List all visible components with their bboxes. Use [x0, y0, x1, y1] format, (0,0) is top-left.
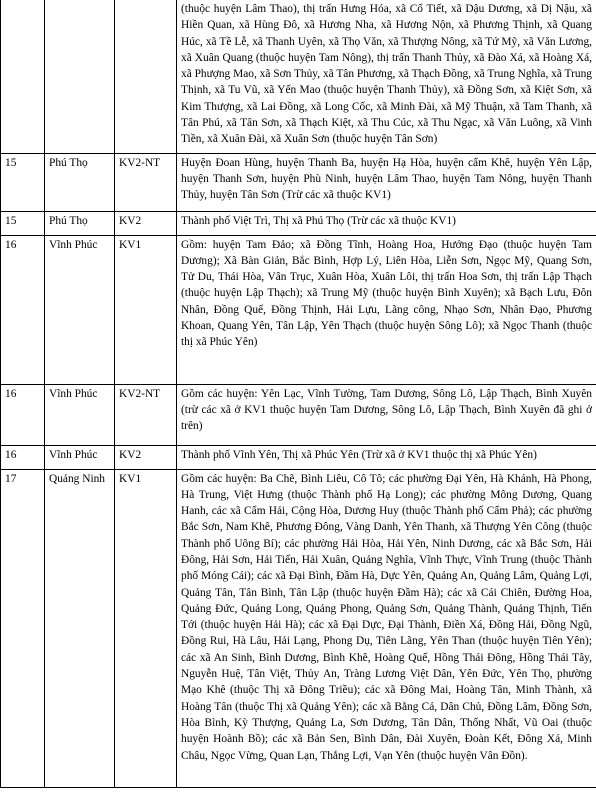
table-row [1, 469, 596, 787]
description-cell: Thành phố Việt Trì, Thị xã Phú Thọ (Trừ các xã thuộc KV1) [177, 211, 596, 235]
province-cell: Vĩnh Phúc [45, 445, 115, 469]
description-cell: Gồm các huyện: Yên Lạc, Vĩnh Tường, Tam Dương, Sông Lô, Lập Thạch, Bình Xuyên (trừ các xã ở KV1 thuộc huyện Tam Dương, Sông Lô, Lập Thạch, Bình Xuyên đã ghi ở trên) [177, 384, 596, 445]
table-row [1, 235, 596, 384]
table-row [1, 153, 596, 211]
province-cell: Phú Thọ [45, 211, 115, 235]
table-row [1, 384, 596, 445]
description-cell: Gồm các huyện: Ba Chẽ, Bình Liêu, Cô Tô; các phường Đại Yên, Hà Khánh, Hà Phong, Hà Trung, Việt Hưng (thuộc Thành phố Hạ Long); các phường Mông Dương, Quang Hanh, các xã Cẩm Hải, Cộng Hòa, Dương Huy (thuộc Thành phố Cẩm Phả); các phường Bắc Sơn, Nam Khê, Phương Đông, Vàng Danh, Yên Thanh, xã Thượng Yên Công (thuộc Thành phố Uông Bí); các phường Hải Hòa, Hải Yên, Ninh Dương, các xã Bắc Sơn, Hải Đông, Hải Sơn, Hải Tiến, Hải Xuân, Quảng Nghĩa, Vĩnh Thực, Vĩnh Trung (thuộc Thành phố Móng Cái); các xã Đại Bình, Đầm Hà, Dực Yên, Quảng An, Quảng Lâm, Quảng Lợi, Quảng Tân, Tân Bình, Tân Lập (thuộc huyện Đầm Hà); các xã Cái Chiên, Đường Hoa, Quảng Đức, Quảng Long, Quảng Phong, Quảng Sơn, Quảng Thành, Quảng Thịnh, Tiến Tới (thuộc huyện Hải Hà); các xã Đại Dực, Đại Thành, Điền Xá, Đồng Hải, Đồng Ngũ, Đồng Rui, Hà Lâu, Hải Lạng, Phong Dụ, Tiên Lãng, Yên Than (thuộc huyện Tiên Yên); các xã An Sinh, Bình Dương, Bình Khê, Hoàng Quế, Hồng Thái Đông, Hồng Thái Tây, Nguyễn Huệ, Tân Việt, Thủy An, Tràng Lương Việt Dân, Yên Đức, Yên Thọ, phường Mạo Khê (thuộc Thị xã Đông Triều); các xã Đông Mai, Hoàng Tân, Minh Thành, xã Hoàng Tân (thuộc Thị xã Quảng Yên); các xã Bằng Cả, Dân Chủ, Đồng Lâm, Đồng Sơn, Hòa Bình, Kỳ Thượng, Quảng La, Sơn Dương, Tân Dân, Thống Nhất, Vũ Oai (thuộc huyện Hoành Bồ); các xã Bản Sen, Bình Dân, Đài Xuyên, Đoàn Kết, Đông Xá, Minh Châu, Ngọc Vừng, Quan Lạn, Thắng Lợi, Vạn Yên (thuộc huyện Vân Đồn). [177, 469, 596, 787]
row-number-cell: 17 [1, 469, 45, 787]
table-row [1, 445, 596, 469]
region-cell: KV2-NT [115, 153, 177, 211]
description-cell: Thành phố Vĩnh Yên, Thị xã Phúc Yên (Trừ xã ở KV1 thuộc thị xã Phúc Yên) [177, 445, 596, 469]
region-cell: KV2 [115, 445, 177, 469]
province-cell: Vĩnh Phúc [45, 384, 115, 445]
region-cell: KV2 [115, 211, 177, 235]
region-cell: KV1 [115, 235, 177, 384]
row-number-cell: 15 [1, 153, 45, 211]
row-number-cell: 16 [1, 384, 45, 445]
province-cell: Vĩnh Phúc [45, 235, 115, 384]
row-number-cell: 16 [1, 235, 45, 384]
region-cell: KV2-NT [115, 384, 177, 445]
province-cell [45, 0, 115, 153]
province-cell: Phú Thọ [45, 153, 115, 211]
row-number-cell [1, 0, 45, 153]
description-cell: (thuộc huyện Lâm Thao), thị trấn Hưng Hóa, xã Cổ Tiết, xã Dậu Dương, xã Dị Nậu, xã Hiền Quan, xã Hùng Đô, xã Hương Nha, xã Hương Nộn, xã Phương Thịnh, xã Quang Húc, xã Tề Lễ, xã Thanh Uyên, xã Thọ Văn, xã Thượng Nông, xã Tứ Mỹ, xã Văn Lương, xã Xuân Quang (thuộc huyện Tam Nông), thị trấn Thanh Thủy, xã Đào Xá, xã Hoàng Xá, xã Phượng Mao, xã Sơn Thủy, xã Tân Phương, xã Thạch Đồng, xã Trung Nghĩa, xã Trung Thịnh, xã Tu Vũ, xã Yến Mao (thuộc huyện Thanh Thủy), xã Đồng Sơn, xã Kiệt Sơn, xã Kim Thượng, xã Lai Đồng, xã Long Cốc, xã Minh Đài, xã Mỹ Thuận, xã Tam Thanh, xã Tân Phú, xã Tân Sơn, xã Thạch Kiệt, xã Thu Cúc, xã Thu Ngạc, xã Văn Luông, xã Vinh Tiền, xã Xuân Đài, xã Xuân Sơn (thuộc huyện Tân Sơn) [177, 0, 596, 153]
table-row [1, 0, 596, 153]
description-cell: Huyện Đoan Hùng, huyện Thanh Ba, huyện Hạ Hòa, huyện cẩm Khê, huyện Yên Lập, huyện Thanh Sơn, huyện Phù Ninh, huyện Lâm Thao, huyện Tam Nông, huyện Thanh Thủy, huyện Tân Sơn (Trừ các xã thuộc KV1) [177, 153, 596, 211]
row-number-cell: 15 [1, 211, 45, 235]
table-row [1, 211, 596, 235]
row-number-cell: 16 [1, 445, 45, 469]
province-cell: Quảng Ninh [45, 469, 115, 787]
region-cell: KV1 [115, 469, 177, 787]
description-cell: Gồm: huyện Tam Đảo; xã Đồng Tĩnh, Hoàng Hoa, Hướng Đạo (thuộc huyện Tam Dương); Xã Bàn Giản, Bắc Bình, Hợp Lý, Liên Hòa, Liễn Sơn, Ngọc Mỹ, Quang Sơn, Tử Du, Thái Hòa, Vân Trục, Xuân Hòa, Xuân Lôi, thị trấn Hoa Sơn, thị trấn Lập Thạch (thuộc huyện Lập Thạch); xã Trung Mỹ (thuộc huyện Bình Xuyên); xã Bạch Lưu, Đôn Nhân, Đồng Quế, Đồng Thịnh, Hải Lựu, Lãng công, Nhạo Sơn, Nhân Đạo, Phương Khoan, Quang Yên, Tân Lập, Yên Thạch (thuộc huyện Sông Lô); xã Ngọc Thanh (thuộc thị xã Phúc Yên) [177, 235, 596, 384]
region-cell [115, 0, 177, 153]
